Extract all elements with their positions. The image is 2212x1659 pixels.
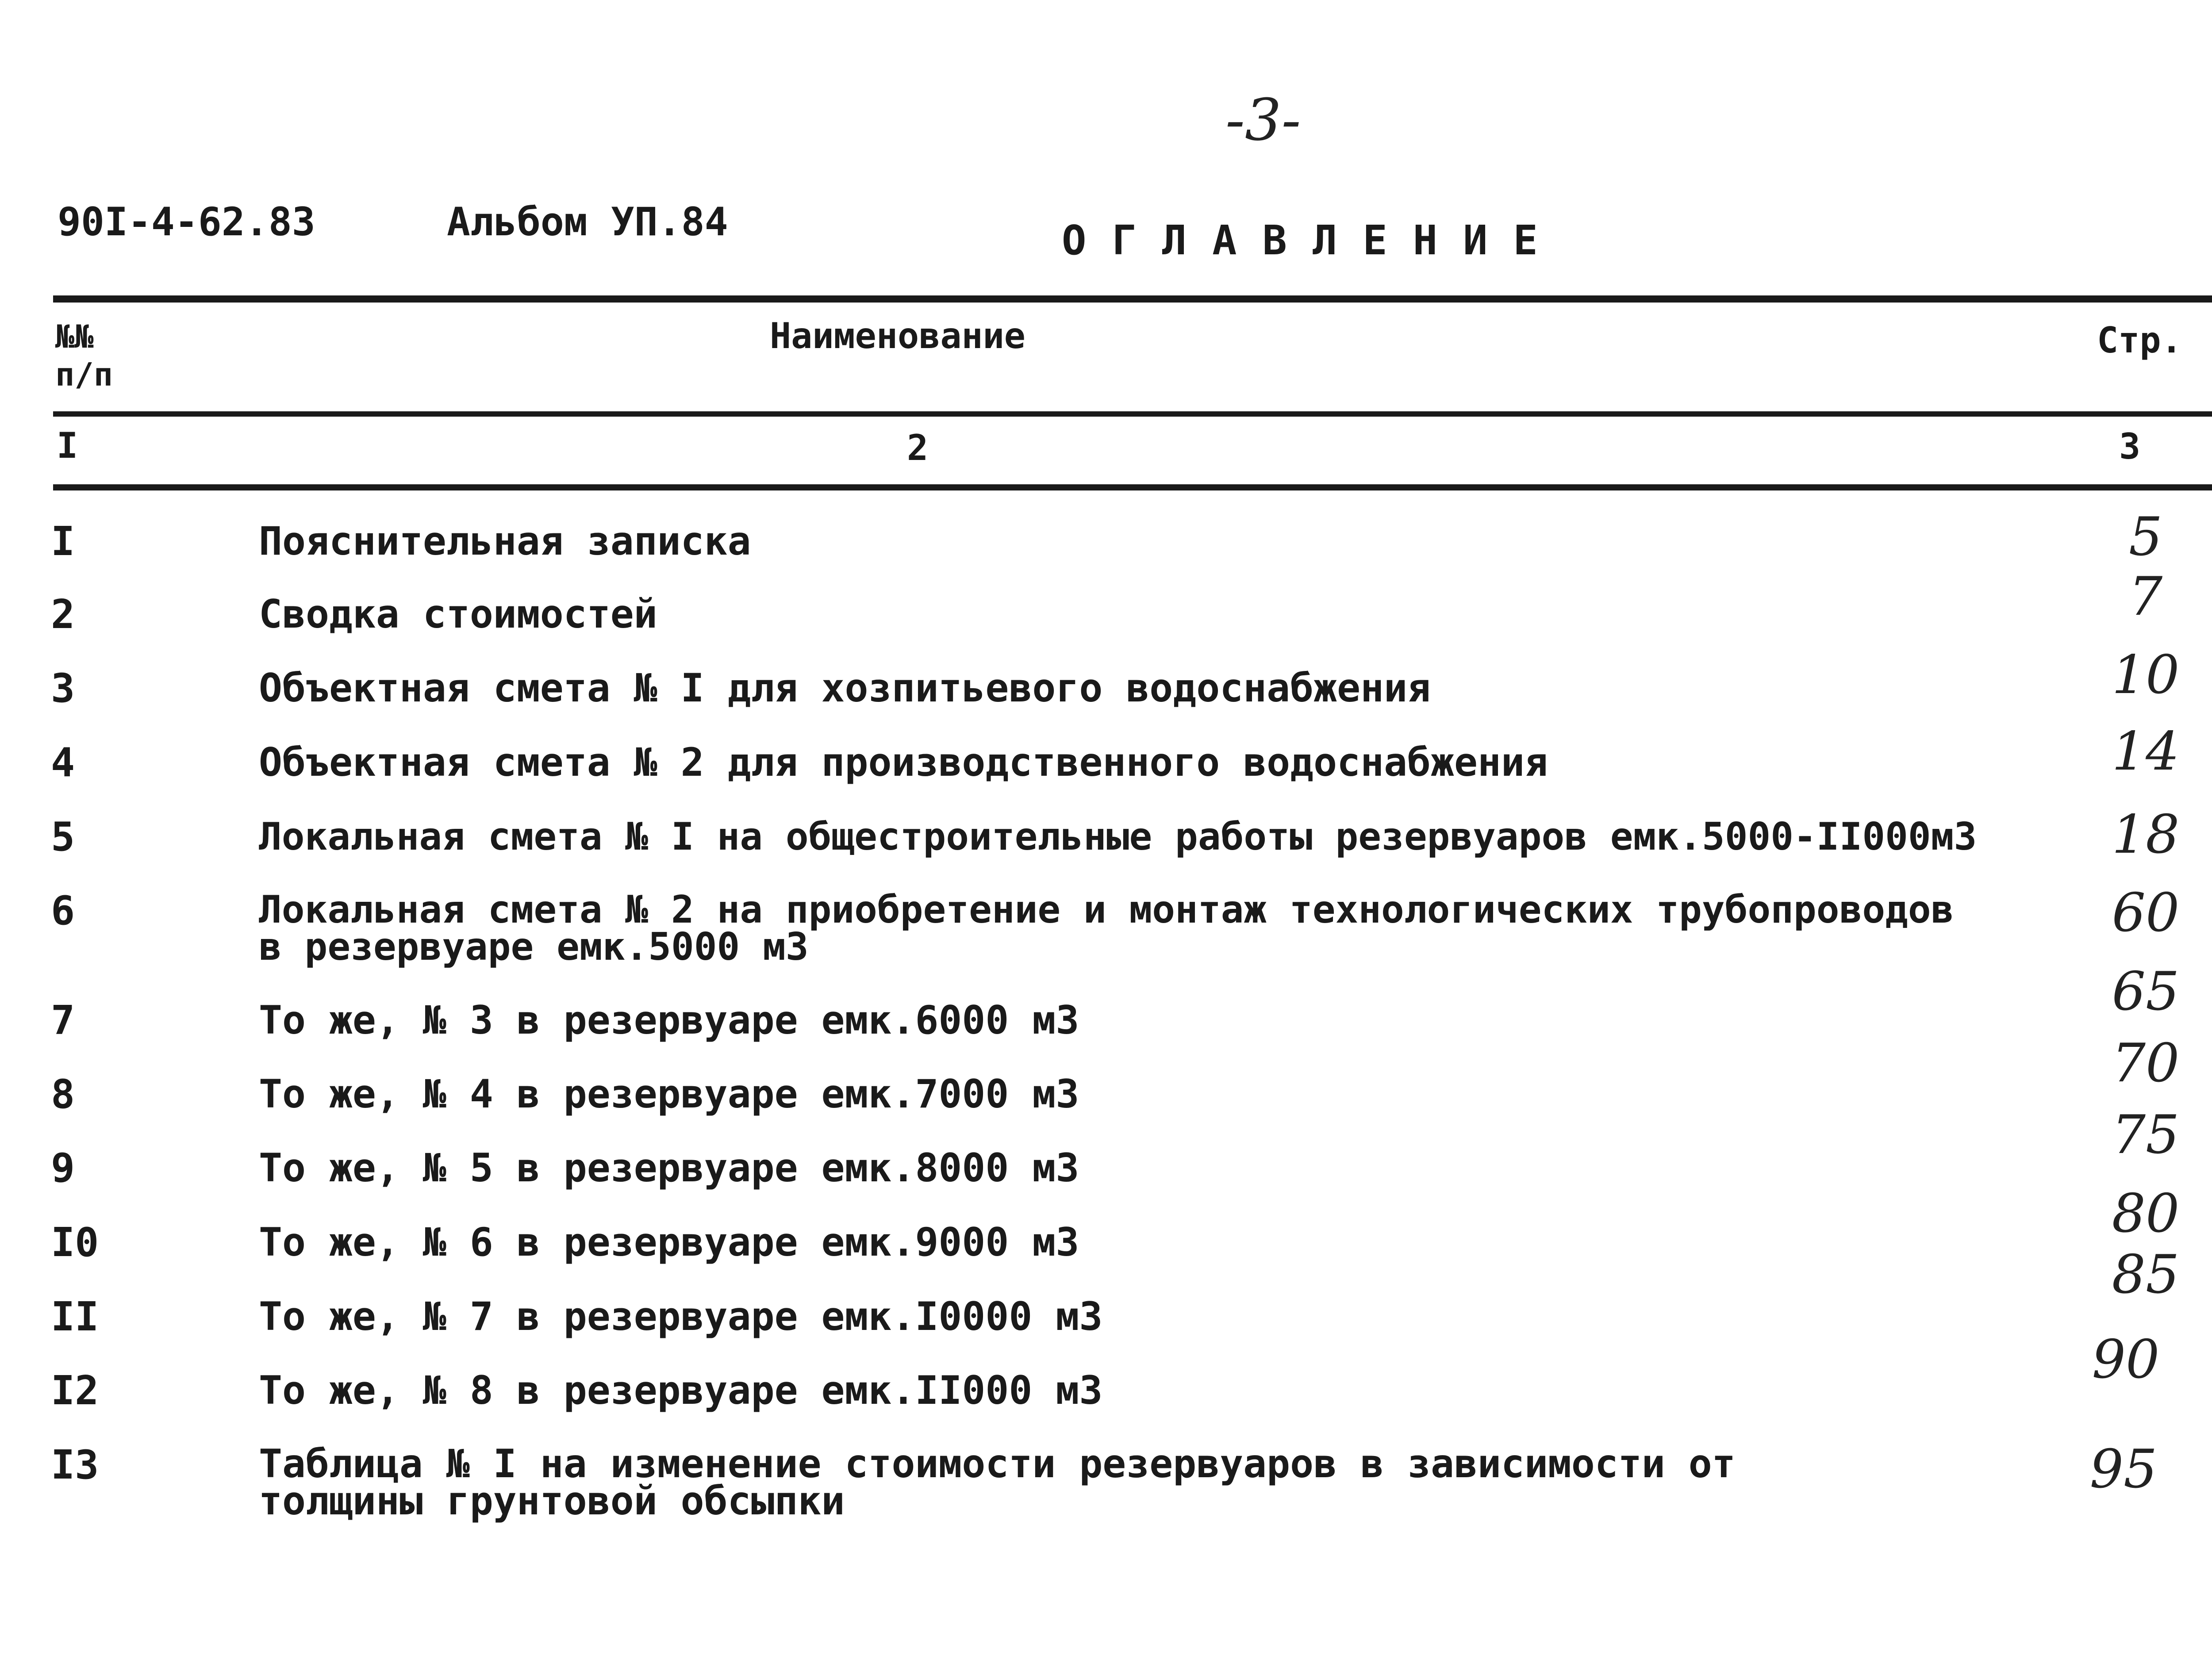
row-number: I0 [51, 1219, 99, 1266]
row-page: 70 [2112, 1033, 2180, 1094]
row-number: 4 [51, 739, 75, 786]
row-page: 95 [2089, 1439, 2158, 1500]
row-number: 5 [51, 814, 75, 860]
row-name: То же, № 3 в резервуаре емк.6000 м3 [259, 997, 1079, 1043]
row-number: 6 [51, 888, 75, 934]
row-page: 60 [2112, 882, 2180, 944]
row-number: 8 [51, 1071, 75, 1118]
row-name: Объектная смета № I для хозпитьевого водоснабжения [259, 665, 1431, 711]
row-name: То же, № 5 в резервуаре емк.8000 м3 [259, 1145, 1079, 1191]
column-header-number: №№ п/п [55, 318, 113, 393]
row-page: 85 [2112, 1244, 2180, 1306]
table-top-rule [53, 295, 2212, 303]
row-page: 14 [2112, 721, 2180, 782]
row-number: 3 [51, 665, 75, 712]
row-page: 7 [2128, 566, 2163, 628]
row-number: I2 [51, 1368, 99, 1414]
row-page: 5 [2128, 506, 2163, 568]
row-name: Локальная смета № 2 на приобретение и монтаж технологических трубопроводов в резервуаре емк.5000 м3 [259, 888, 1954, 969]
column-header-page: Стр. [2097, 320, 2182, 361]
row-name: То же, № 6 в резервуаре емк.9000 м3 [259, 1219, 1079, 1265]
row-page: 18 [2112, 804, 2180, 866]
row-name: Объектная смета № 2 для производственного водоснабжения [259, 739, 1548, 785]
row-number: 9 [51, 1145, 75, 1192]
header-bottom-rule [53, 411, 2212, 417]
column-number-2: 2 [907, 427, 929, 468]
row-number: II [51, 1294, 99, 1340]
row-number: I [51, 518, 75, 565]
row-name: Локальная смета № I на общестроительные работы резервуаров емк.5000-II000м3 [259, 815, 1977, 859]
column-numbers-bottom-rule [53, 484, 2212, 490]
row-page: 65 [2112, 961, 2180, 1023]
document-code: 90I-4-62.83 [58, 199, 315, 245]
row-page: 10 [2112, 644, 2180, 706]
row-name: Пояснительная записка [259, 518, 751, 564]
album-label: Альбом УП.84 [447, 199, 728, 245]
column-header-name: Наименование [770, 315, 1025, 356]
row-name: Таблица № I на изменение стоимости резервуаров в зависимости от толщины грунтовой обсыпки [259, 1441, 1736, 1524]
row-name: То же, № 4 в резервуаре емк.7000 м3 [259, 1071, 1079, 1117]
row-name: То же, № 8 в резервуаре емк.II000 м3 [259, 1368, 1103, 1413]
column-number-3: 3 [2119, 426, 2141, 467]
row-name: Сводка стоимостей [259, 591, 657, 637]
row-page: 80 [2112, 1183, 2180, 1245]
column-number-1: I [57, 425, 78, 466]
row-name: То же, № 7 в резервуаре емк.I0000 м3 [259, 1294, 1103, 1339]
page-number: -3- [1225, 86, 1301, 153]
row-number: 7 [51, 997, 75, 1044]
page-title: ОГЛАВЛЕНИЕ [1062, 217, 1563, 264]
row-number: 2 [51, 591, 75, 638]
row-page: 75 [2112, 1104, 2180, 1166]
row-page: 90 [2092, 1329, 2160, 1391]
row-number: I3 [51, 1442, 99, 1488]
